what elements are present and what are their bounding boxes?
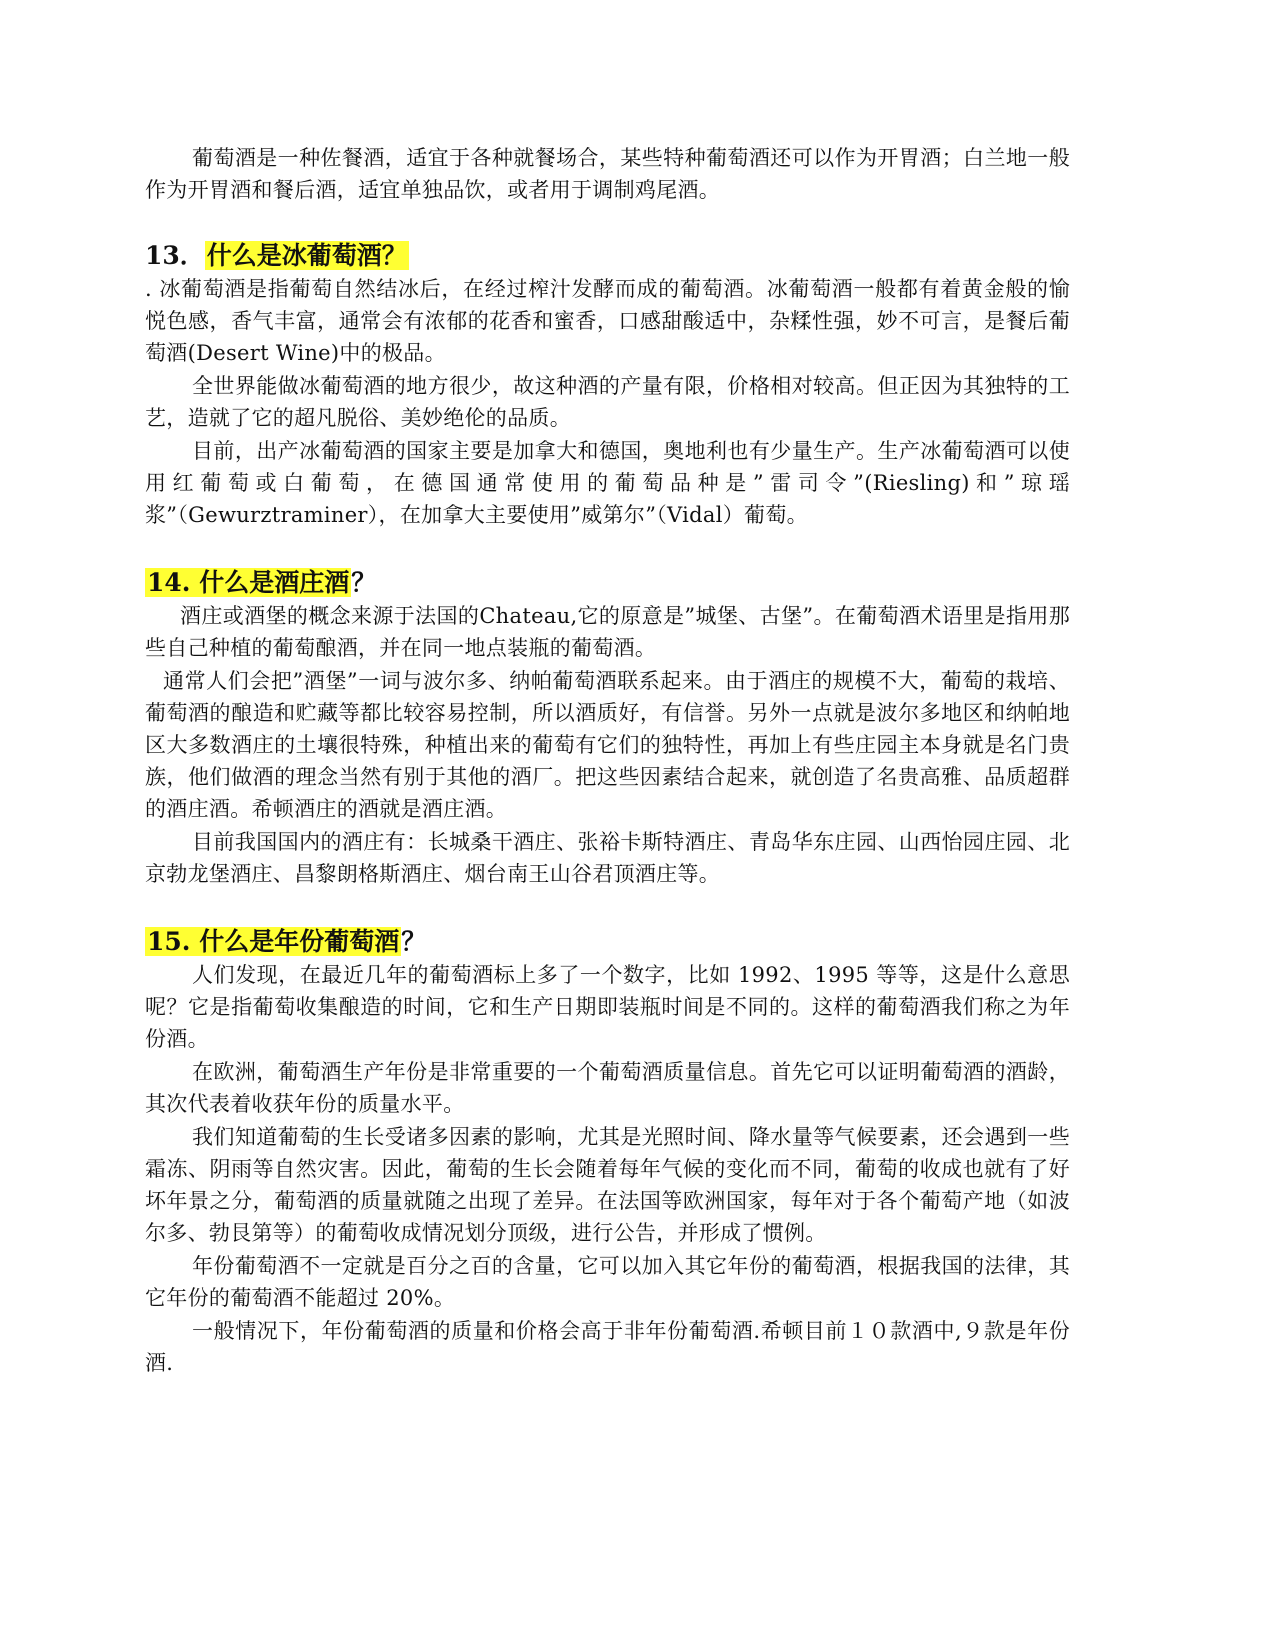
section-13-number: 13． (145, 241, 205, 270)
section-13-title: 什么是冰葡萄酒？ (206, 241, 407, 270)
section-15-title: 15. 什么是年份葡萄酒 (147, 927, 400, 956)
section-14-heading (145, 566, 1070, 600)
section-13-paragraph-3: 目前，出产冰葡萄酒的国家主要是加拿大和德国，奥地利也有少量生产。生产冰葡萄酒可以使用红葡萄或白葡萄，在德国通常使用的葡萄品种是”雷司令”(Riesling)和”琼瑶浆”（Gewurztraminer），在加拿大主要使用”威第尔”（Vidal）葡萄。 (145, 439, 1070, 527)
section-13-paragraph-2: 全世界能做冰葡萄酒的地方很少，故这种酒的产量有限，价格相对较高。但正因为其独特的工艺，造就了它的超凡脱俗、美妙绝伦的品质。 (145, 374, 1070, 430)
section-15-paragraph-3: 我们知道葡萄的生长受诸多因素的影响，尤其是光照时间、降水量等气候要素，还会遇到一些霜冻、阴雨等自然灾害。因此，葡萄的生长会随着每年气候的变化而不同，葡萄的收成也就有了好坏年景之分，葡萄酒的质量就随之出现了差异。在法国等欧洲国家，每年对于各个葡萄产地（如波尔多、勃艮第等）的葡萄收成情况划分顶级，进行公告，并形成了惯例。 (145, 1125, 1070, 1245)
section-14-title: 14. 什么是酒庄酒 (147, 568, 350, 597)
section-13-heading (145, 239, 1070, 273)
spacer (145, 532, 1070, 566)
section-15-title-suffix: ？ (401, 927, 427, 956)
spacer (145, 207, 1070, 239)
section-15-paragraph-5: 一般情况下，年份葡萄酒的质量和价格会高于非年份葡萄酒.希顿目前１０款酒中,９款是年份酒. (145, 1319, 1070, 1375)
document-page (145, 142, 1070, 1380)
section-14-paragraph-2: 通常人们会把”酒堡”一词与波尔多、纳帕葡萄酒联系起来。由于酒庄的规模不大，葡萄的栽培、葡萄酒的酿造和贮藏等都比较容易控制，所以酒质好，有信誉。另外一点就是波尔多地区和纳帕地区大多数酒庄的土壤很特殊，种植出来的葡萄有它们的独特性，再加上有些庄园主本身就是名门贵族，他们做酒的理念当然有别于其他的酒厂。把这些因素结合起来，就创造了名贵高雅、品质超群的酒庄酒。希顿酒庄的酒就是酒庄酒。 (145, 669, 1070, 821)
section-14-paragraph-1: 酒庄或酒堡的概念来源于法国的Chateau,它的原意是”城堡、古堡”。在葡萄酒术语里是指用那些自己种植的葡萄酿酒，并在同一地点装瓶的葡萄酒。 (145, 604, 1070, 660)
section-15-paragraph-4: 年份葡萄酒不一定就是百分之百的含量，它可以加入其它年份的葡萄酒，根据我国的法律，其它年份的葡萄酒不能超过 20%。 (145, 1254, 1070, 1310)
section-15-heading (145, 925, 1070, 959)
section-14-title-suffix: ？ (351, 568, 377, 597)
section-13-paragraph-1: . 冰葡萄酒是指葡萄自然结冰后，在经过榨汁发酵而成的葡萄酒。冰葡萄酒一般都有着黄金般的愉悦色感，香气丰富，通常会有浓郁的花香和蜜香，口感甜酸适中，杂糅性强，妙不可言，是餐后葡萄酒(Desert Wine)中的极品。 (145, 277, 1070, 365)
spacer (145, 891, 1070, 925)
intro-paragraph: 葡萄酒是一种佐餐酒，适宜于各种就餐场合，某些特种葡萄酒还可以作为开胃酒；白兰地一般作为开胃酒和餐后酒，适宜单独品饮，或者用于调制鸡尾酒。 (145, 146, 1070, 202)
section-15-paragraph-1: 人们发现，在最近几年的葡萄酒标上多了一个数字，比如 1992、1995 等等，这是什么意思呢？它是指葡萄收集酿造的时间，它和生产日期即装瓶时间是不同的。这样的葡萄酒我们称之为年份酒。 (145, 963, 1070, 1051)
section-14-paragraph-3: 目前我国国内的酒庄有：长城桑干酒庄、张裕卡斯特酒庄、青岛华东庄园、山西怡园庄园、北京勃龙堡酒庄、昌黎朗格斯酒庄、烟台南王山谷君顶酒庄等。 (145, 830, 1070, 886)
section-15-paragraph-2: 在欧洲，葡萄酒生产年份是非常重要的一个葡萄酒质量信息。首先它可以证明葡萄酒的酒龄，其次代表着收获年份的质量水平。 (145, 1060, 1070, 1116)
